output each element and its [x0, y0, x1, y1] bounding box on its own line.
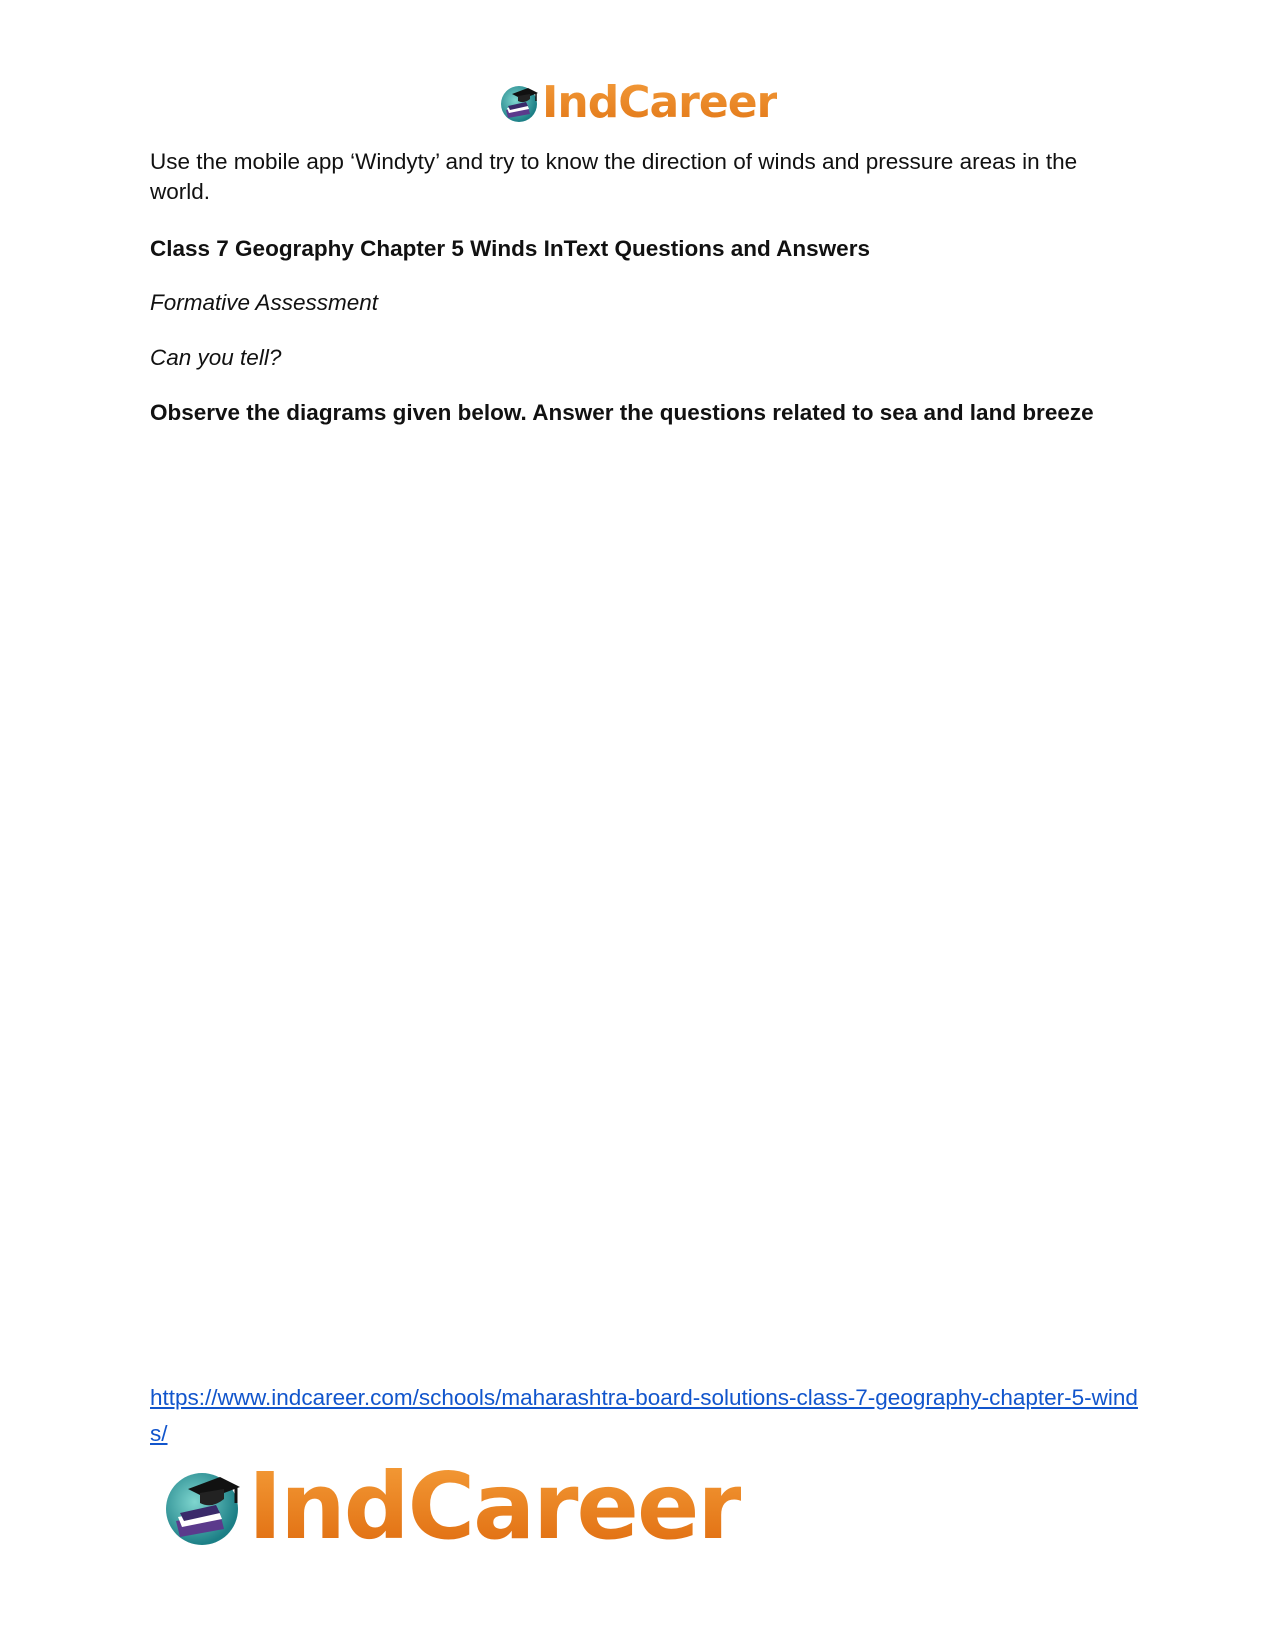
observe-diagrams-heading: Observe the diagrams given below. Answer the questions related to sea and land breeze: [150, 400, 1094, 425]
footer-logo-text: IndCareer: [248, 1453, 741, 1560]
footer-source-link[interactable]: https://www.indcareer.com/schools/maharashtra-board-solutions-class-7-geography-chapter-5-winds/: [150, 1385, 1138, 1446]
can-you-tell-label: Can you tell?: [150, 345, 282, 370]
graduation-cap-globe-icon: [160, 1465, 244, 1549]
intro-paragraph: Use the mobile app ‘Windyty’ and try to know the direction of winds and pressure areas in the world.: [150, 149, 1078, 204]
header-logo: [498, 78, 777, 128]
footer-logo: [160, 1453, 741, 1560]
header-logo-text: IndCareer: [542, 77, 778, 128]
graduation-cap-globe-icon: [498, 82, 540, 124]
formative-assessment-label: Formative Assessment: [150, 290, 378, 315]
section-heading: Class 7 Geography Chapter 5 Winds InText Questions and Answers: [150, 236, 870, 261]
